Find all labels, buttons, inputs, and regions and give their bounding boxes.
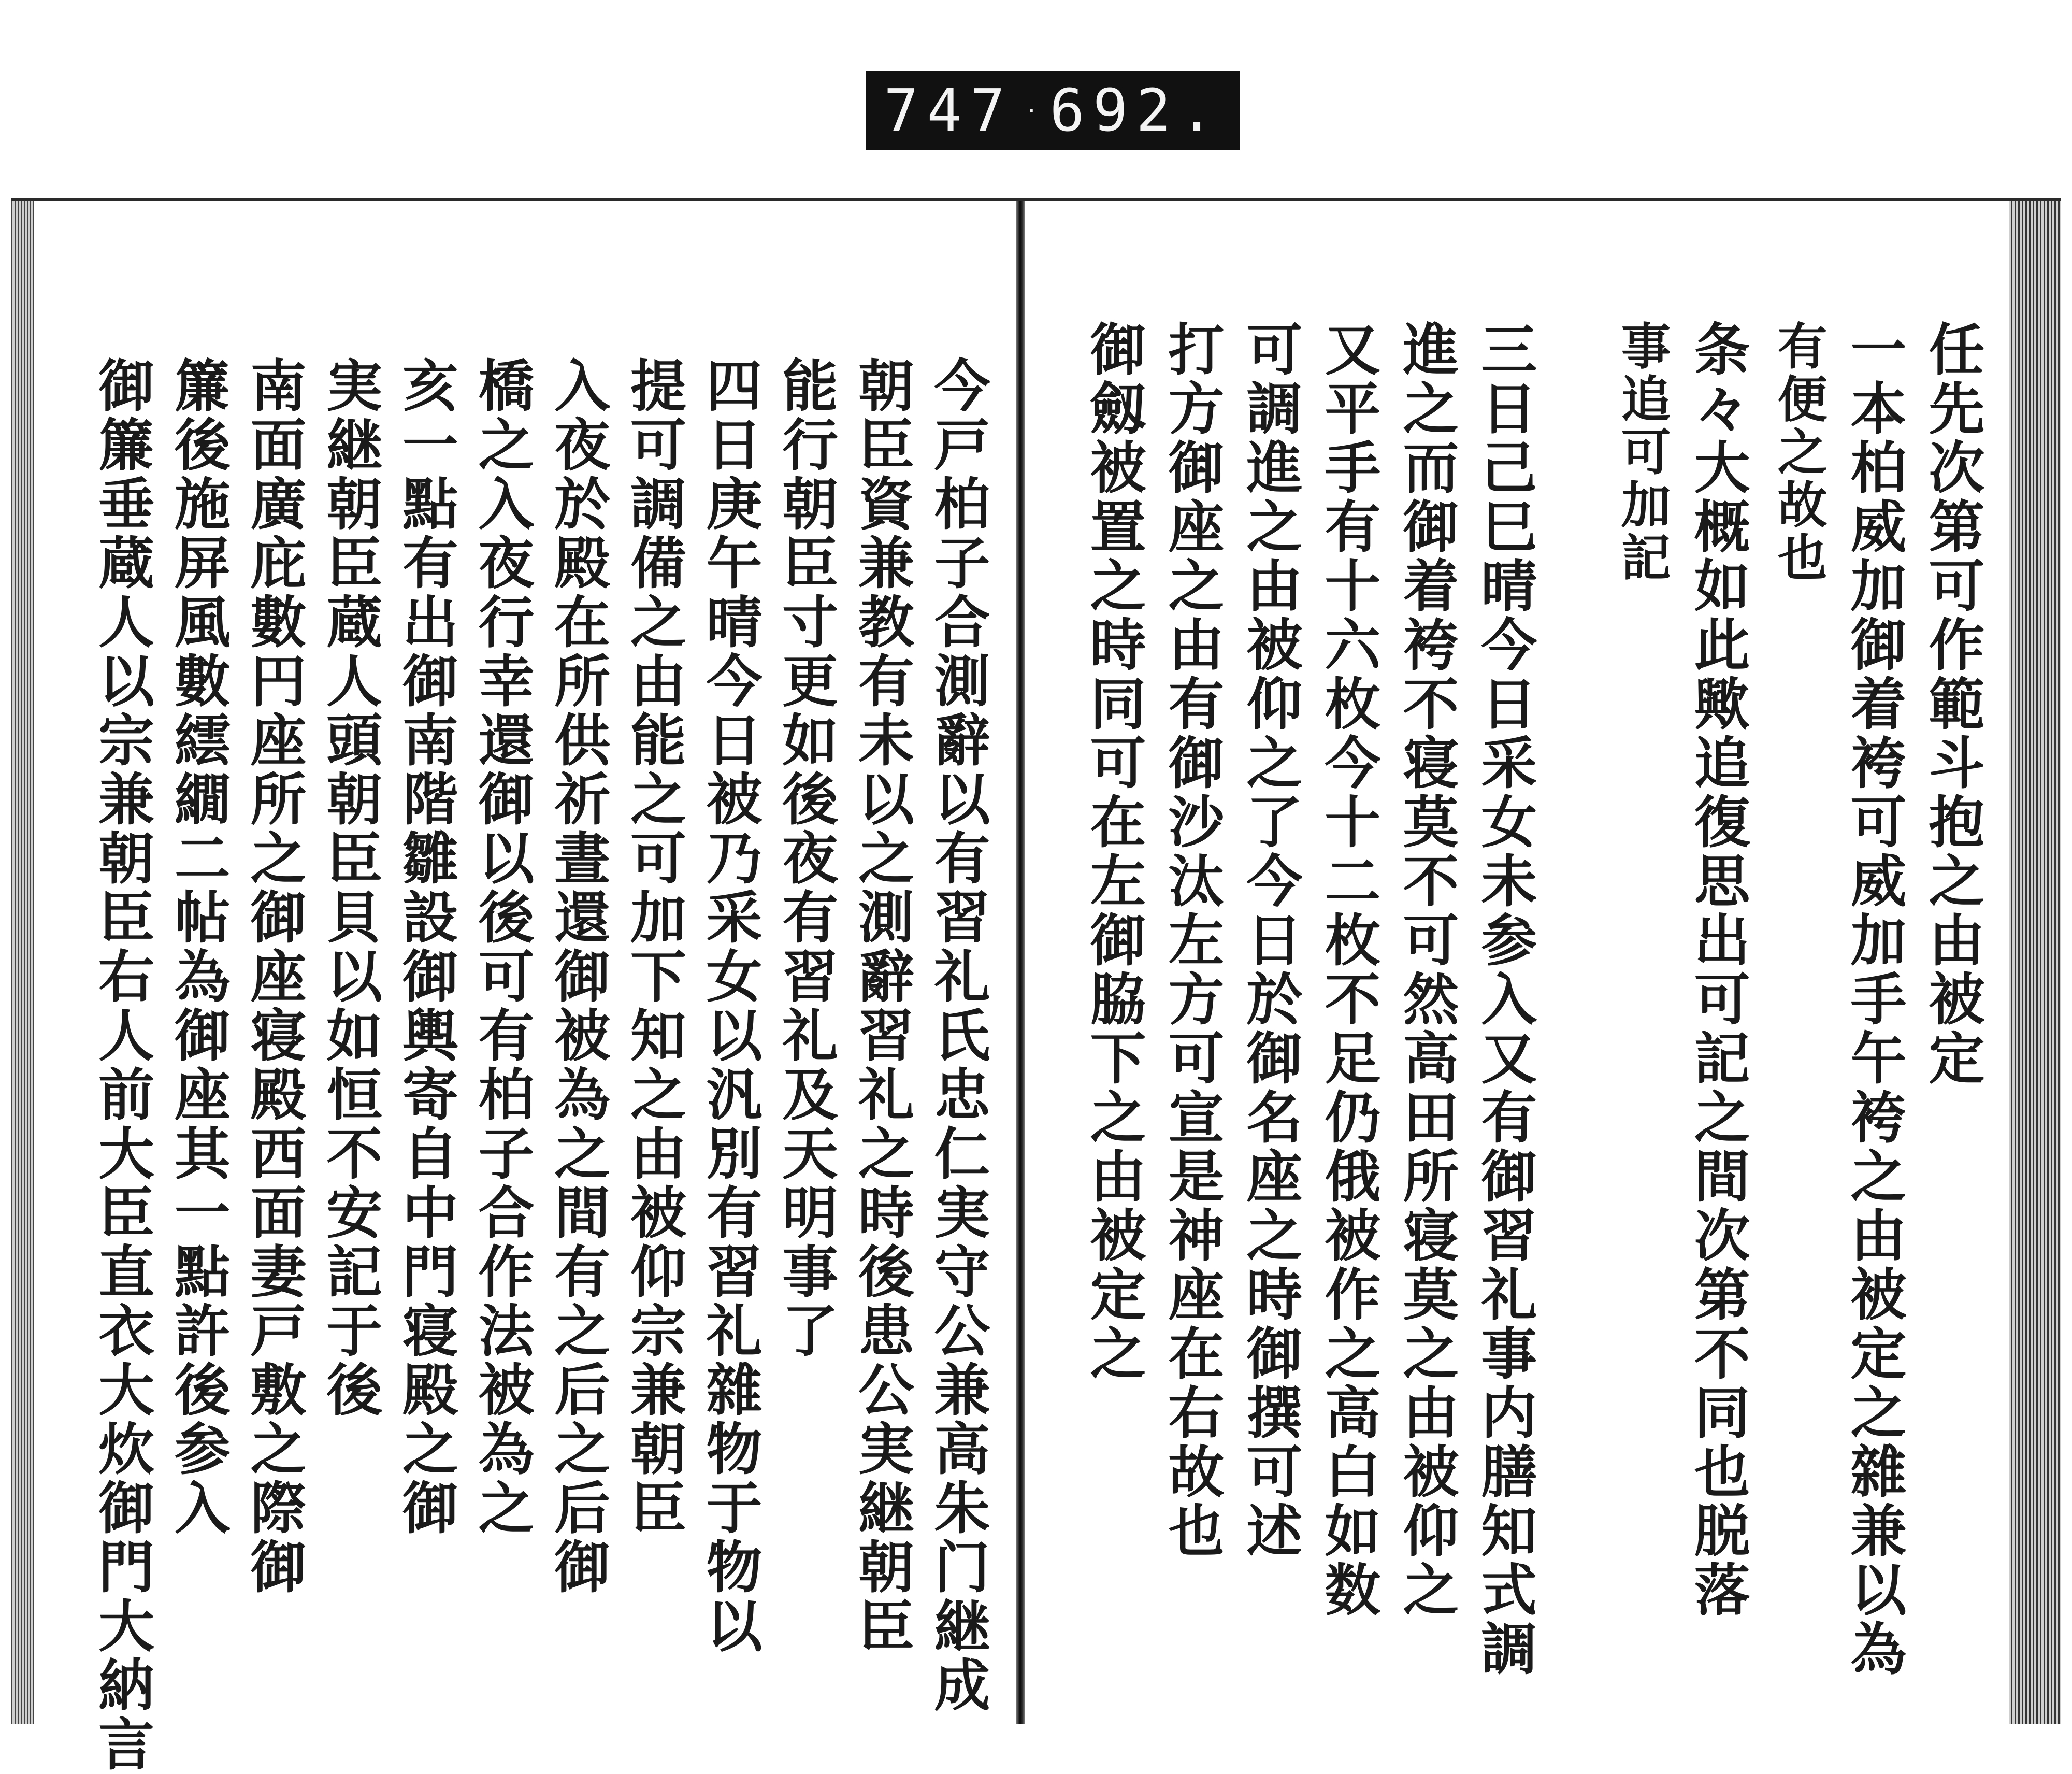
book-gutter: [1016, 201, 1025, 1724]
page-edge-left: [11, 201, 34, 1724]
left-page-column: 提可調備之由能之可加下知之由被仰宗兼朝臣: [621, 356, 686, 1538]
right-page: [1042, 201, 2001, 1724]
catalog-number-label: [866, 71, 1240, 150]
right-page-column: 打方御座之由有御沙汰左方可宣是神座在右故也: [1158, 320, 1224, 1561]
right-page-column: 一本柏威加御着袴可威加手午袴之由被定之雜兼以為: [1841, 320, 1907, 1679]
left-page-column: 南面廣庇數円座所之御座寝殿西面妻戸敷之際御: [240, 356, 306, 1597]
left-page-column: 今戸柏子合測辭以有習礼氏忠仁実守公兼高朱门継成: [925, 356, 990, 1715]
catalog-separator: ·: [1025, 99, 1038, 123]
left-page-column: 入夜於殿在所供祈晝還御被為之間有之后之后御: [544, 356, 610, 1597]
left-page-column: 能行朝臣寸更如後夜有習礼及天明事了: [772, 356, 838, 1361]
right-page-column: 御劔被置之時同可在左御脇下之由被定之: [1081, 320, 1146, 1383]
right-page-column: 可調進之由被仰之了今日於御名座之時御撰可述: [1236, 320, 1302, 1561]
right-page-column: 事追可加記: [1613, 320, 1672, 584]
left-page-column: 実継朝臣蔵人頭朝臣貝以如恒不安記于後: [316, 356, 382, 1420]
right-page-column: 又平手有十六枚今十二枚不足仍俄被作之高白如数: [1315, 320, 1380, 1620]
catalog-number-right: 692.: [1049, 77, 1222, 145]
left-page-column: 御簾垂蔵人以宗兼朝臣右人前大臣直衣大炊御門大納言: [89, 356, 154, 1774]
page-edge-right: [2009, 201, 2061, 1724]
catalog-number-left: 747: [884, 77, 1014, 145]
right-page-column: 三日己巳晴今日采女未参入又有御習礼事内膳知式調: [1471, 320, 1537, 1679]
left-page-column: 簾後施屏風數繧繝二帖為御座其一點許後参入: [165, 356, 231, 1538]
right-page-column: 有便之故也: [1769, 320, 1829, 584]
left-page-column: 橋之入夜行幸還御以後可有柏子合作法被為之: [468, 356, 534, 1538]
open-book: [11, 198, 2061, 1774]
left-page-column: 朝臣資兼教有未以之測辭習礼之時後患公実継朝臣: [848, 356, 914, 1656]
right-page-column: 条々大概如此歟追復思出可記之間次第不同也脱落: [1685, 320, 1750, 1620]
right-page-column: [1550, 320, 1589, 1724]
right-page-column: 任先次第可作範斗抱之由被定: [1919, 320, 1984, 1088]
right-page-column: 進之而御着袴不寝莫不可然高田所寝莫之由被仰之: [1393, 320, 1459, 1620]
left-page: [53, 201, 1006, 1774]
left-page-column: 亥一點有出御南階雛設御輿寄自中門寝殿之御: [393, 356, 458, 1538]
left-page-column: 四日庚午晴今日被乃采女以汎別有習礼雜物于物以: [696, 356, 762, 1656]
